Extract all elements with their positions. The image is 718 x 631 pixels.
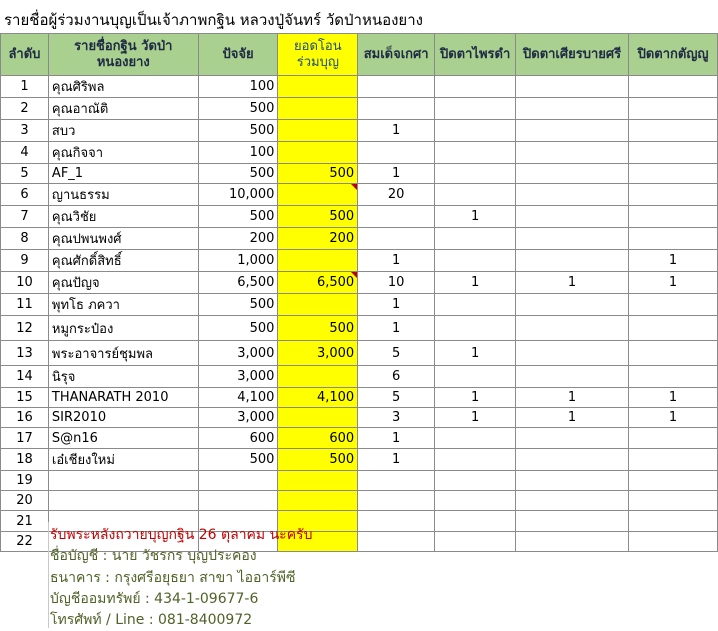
cell-name[interactable]: คุณปัญจ <box>48 272 198 294</box>
cell-pidta-katanyu[interactable]: 1 <box>629 272 718 294</box>
cell-amount[interactable]: 3,000 <box>198 366 278 388</box>
bank-info: ธนาคาร : กรุงศรีอยุธยา สาขา ไออาร์พีซี <box>50 570 296 586</box>
table-row <box>1 366 718 388</box>
cell-pidta-phraidam[interactable] <box>435 511 516 532</box>
table-row <box>1 316 718 341</box>
cell-pidta-phraidam[interactable] <box>435 250 516 272</box>
table-row <box>1 120 718 142</box>
cell-pidta-katanyu[interactable] <box>629 98 718 120</box>
cell-name[interactable]: คุณศิริพล <box>48 76 198 98</box>
cell-amount[interactable]: 3,000 <box>198 341 278 366</box>
cell-pidta-phraidam[interactable] <box>435 428 516 449</box>
cell-pidta-baisri[interactable] <box>516 491 629 511</box>
cell-amount[interactable]: 100 <box>198 142 278 164</box>
table-row <box>1 206 718 228</box>
table-row <box>1 184 718 206</box>
table-row <box>1 341 718 366</box>
cell-pidta-katanyu[interactable] <box>629 184 718 206</box>
cell-transfer[interactable] <box>278 491 358 511</box>
cell-pidta-phraidam[interactable] <box>435 366 516 388</box>
table-row <box>1 428 718 449</box>
cell-pidta-katanyu[interactable] <box>629 76 718 98</box>
cell-pidta-phraidam[interactable] <box>435 228 516 250</box>
cell-transfer[interactable] <box>278 120 358 142</box>
cell-somdej[interactable]: 10 <box>358 272 435 294</box>
cell-name[interactable] <box>48 471 198 491</box>
cell-transfer[interactable]: 500 <box>278 316 358 341</box>
cell-pidta-baisri[interactable] <box>516 228 629 250</box>
cell-pidta-baisri[interactable] <box>516 294 629 316</box>
cell-name[interactable]: หมูกระป๋อง <box>48 316 198 341</box>
cell-name[interactable]: ญานธรรม <box>48 184 198 206</box>
cell-transfer[interactable]: 500 <box>278 449 358 471</box>
header-num[interactable]: ลำดับ <box>1 34 49 76</box>
cell-num[interactable]: 13 <box>1 341 49 366</box>
table-row <box>1 228 718 250</box>
cell-name[interactable]: พุทโธ ภควา <box>48 294 198 316</box>
header-row <box>1 34 718 76</box>
cell-name[interactable]: คุณวิชัย <box>48 206 198 228</box>
cell-pidta-baisri[interactable] <box>516 98 629 120</box>
cell-pidta-baisri[interactable] <box>516 316 629 341</box>
table-row <box>1 272 718 294</box>
cell-name[interactable]: THANARATH 2010 <box>48 388 198 408</box>
cell-num[interactable]: 20 <box>1 491 49 511</box>
cell-somdej[interactable]: 5 <box>358 341 435 366</box>
table-row <box>1 491 718 511</box>
cell-pidta-baisri[interactable] <box>516 428 629 449</box>
cell-transfer[interactable]: 600 <box>278 428 358 449</box>
table-row <box>1 98 718 120</box>
cell-pidta-phraidam[interactable] <box>435 184 516 206</box>
cell-name[interactable] <box>48 491 198 511</box>
table-row <box>1 408 718 428</box>
donor-table <box>0 33 718 552</box>
header-pidta-baisri[interactable]: ปิดตาเศียรบายศรี <box>516 34 629 76</box>
cell-transfer[interactable]: 4,100 <box>278 388 358 408</box>
cell-pidta-katanyu[interactable] <box>629 511 718 532</box>
cell-somdej[interactable]: 1 <box>358 294 435 316</box>
cell-amount[interactable]: 3,000 <box>198 408 278 428</box>
cell-num[interactable]: 12 <box>1 316 49 341</box>
cell-name[interactable]: สบว <box>48 120 198 142</box>
cell-pidta-phraidam[interactable] <box>435 294 516 316</box>
cell-pidta-phraidam[interactable] <box>435 449 516 471</box>
cell-name[interactable]: เอ๋เชียงใหม่ <box>48 449 198 471</box>
table-row <box>1 294 718 316</box>
cell-amount[interactable]: 200 <box>198 228 278 250</box>
cell-amount[interactable]: 6,500 <box>198 272 278 294</box>
table-body <box>1 76 718 552</box>
cell-num[interactable]: 16 <box>1 408 49 428</box>
header-transfer-line2: ร่วมบุญ <box>296 54 339 70</box>
cell-num[interactable]: 14 <box>1 366 49 388</box>
cell-pidta-baisri[interactable] <box>516 142 629 164</box>
cell-pidta-baisri[interactable] <box>516 76 629 98</box>
cell-amount[interactable]: 500 <box>198 316 278 341</box>
cell-name[interactable]: คุณศักดิ์สิทธิ์ <box>48 250 198 272</box>
cell-amount[interactable]: 500 <box>198 120 278 142</box>
cell-somdej[interactable] <box>358 228 435 250</box>
cell-num[interactable]: 22 <box>1 532 49 552</box>
cell-pidta-phraidam[interactable]: 1 <box>435 341 516 366</box>
cell-pidta-phraidam[interactable] <box>435 532 516 552</box>
cell-pidta-phraidam[interactable] <box>435 76 516 98</box>
cell-amount[interactable]: 500 <box>198 449 278 471</box>
cell-pidta-baisri[interactable] <box>516 511 629 532</box>
thanks-note: รับพระหลังถวายบุญกฐิน 26 ตุลาคม นะครับ <box>50 527 313 543</box>
cell-somdej[interactable]: 1 <box>358 449 435 471</box>
table-row <box>1 76 718 98</box>
table-row <box>1 250 718 272</box>
cell-somdej[interactable]: 1 <box>358 120 435 142</box>
cell-somdej[interactable] <box>358 76 435 98</box>
header-name-line2: หนองยาง <box>96 54 150 70</box>
cell-pidta-baisri[interactable]: 1 <box>516 388 629 408</box>
cell-pidta-katanyu[interactable] <box>629 341 718 366</box>
cell-pidta-baisri[interactable]: 1 <box>516 272 629 294</box>
cell-somdej[interactable] <box>358 471 435 491</box>
cell-pidta-baisri[interactable]: 1 <box>516 408 629 428</box>
cell-num[interactable]: 8 <box>1 228 49 250</box>
cell-pidta-baisri[interactable] <box>516 184 629 206</box>
cell-name[interactable]: คุณอาณัติ <box>48 98 198 120</box>
cell-num[interactable]: 18 <box>1 449 49 471</box>
cell-name[interactable]: คุณปพนพงศ์ <box>48 228 198 250</box>
cell-name[interactable]: SIR2010 <box>48 408 198 428</box>
cell-amount[interactable] <box>198 471 278 491</box>
cell-somdej[interactable] <box>358 511 435 532</box>
cell-num[interactable]: 2 <box>1 98 49 120</box>
cell-pidta-phraidam[interactable] <box>435 471 516 491</box>
cell-amount[interactable]: 500 <box>198 294 278 316</box>
cell-pidta-katanyu[interactable] <box>629 228 718 250</box>
sheet-title: รายชื่อผู้ร่วมงานบุญเป็นเจ้าภาพกฐิน หลวงปู่จันทร์ วัดป่าหนองยาง <box>4 11 423 29</box>
cell-pidta-phraidam[interactable]: 1 <box>435 272 516 294</box>
cell-pidta-katanyu[interactable]: 1 <box>629 250 718 272</box>
table-row <box>1 449 718 471</box>
cell-somdej[interactable] <box>358 206 435 228</box>
cell-pidta-phraidam[interactable] <box>435 164 516 184</box>
header-pidta-katanyu[interactable]: ปิดตากตัญญู <box>629 34 718 76</box>
cell-pidta-phraidam[interactable]: 1 <box>435 408 516 428</box>
cell-num[interactable]: 11 <box>1 294 49 316</box>
cell-num[interactable]: 17 <box>1 428 49 449</box>
cell-pidta-katanyu[interactable] <box>629 366 718 388</box>
cell-name[interactable]: พระอาจารย์ชุมพล <box>48 341 198 366</box>
cell-num[interactable]: 6 <box>1 184 49 206</box>
cell-transfer[interactable]: 6,500 <box>278 272 358 294</box>
cell-somdej[interactable]: 1 <box>358 428 435 449</box>
cell-pidta-phraidam[interactable] <box>435 142 516 164</box>
cell-transfer[interactable]: 200 <box>278 228 358 250</box>
cell-somdej[interactable]: 6 <box>358 366 435 388</box>
cell-transfer[interactable] <box>278 408 358 428</box>
cell-pidta-baisri[interactable] <box>516 366 629 388</box>
cell-pidta-phraidam[interactable]: 1 <box>435 388 516 408</box>
header-transfer-line1: ยอดโอน <box>294 38 342 54</box>
cell-pidta-baisri[interactable] <box>516 341 629 366</box>
table-row <box>1 164 718 184</box>
cell-num[interactable]: 1 <box>1 76 49 98</box>
cell-amount[interactable] <box>198 491 278 511</box>
cell-transfer[interactable]: 500 <box>278 206 358 228</box>
cell-somdej[interactable]: 1 <box>358 164 435 184</box>
grid-divider <box>48 522 49 628</box>
table-row <box>1 142 718 164</box>
cell-transfer[interactable] <box>278 184 358 206</box>
cell-pidta-baisri[interactable] <box>516 532 629 552</box>
cell-pidta-katanyu[interactable] <box>629 428 718 449</box>
cell-somdej[interactable]: 1 <box>358 316 435 341</box>
cell-amount[interactable]: 500 <box>198 164 278 184</box>
phone-line: โทรศัพท์ / Line : 081-8400972 <box>50 612 253 628</box>
cell-transfer[interactable] <box>278 471 358 491</box>
cell-pidta-baisri[interactable] <box>516 449 629 471</box>
cell-pidta-phraidam[interactable] <box>435 120 516 142</box>
cell-name[interactable]: S@n16 <box>48 428 198 449</box>
cell-pidta-baisri[interactable] <box>516 250 629 272</box>
table-row <box>1 471 718 491</box>
cell-somdej[interactable]: 3 <box>358 408 435 428</box>
cell-amount[interactable]: 1,000 <box>198 250 278 272</box>
cell-pidta-katanyu[interactable] <box>629 142 718 164</box>
cell-num[interactable]: 4 <box>1 142 49 164</box>
cell-somdej[interactable]: 1 <box>358 250 435 272</box>
cell-amount[interactable]: 10,000 <box>198 184 278 206</box>
cell-pidta-katanyu[interactable] <box>629 206 718 228</box>
cell-transfer[interactable]: 3,000 <box>278 341 358 366</box>
cell-pidta-katanyu[interactable] <box>629 120 718 142</box>
cell-somdej[interactable] <box>358 491 435 511</box>
cell-transfer[interactable] <box>278 250 358 272</box>
cell-num[interactable]: 5 <box>1 164 49 184</box>
cell-amount[interactable]: 500 <box>198 206 278 228</box>
cell-pidta-phraidam[interactable] <box>435 316 516 341</box>
cell-num[interactable]: 7 <box>1 206 49 228</box>
cell-pidta-katanyu[interactable] <box>629 294 718 316</box>
cell-num[interactable]: 21 <box>1 511 49 532</box>
cell-pidta-baisri[interactable] <box>516 164 629 184</box>
header-amount[interactable]: ปัจจัย <box>198 34 278 76</box>
cell-amount[interactable]: 600 <box>198 428 278 449</box>
cell-pidta-katanyu[interactable]: 1 <box>629 388 718 408</box>
cell-pidta-baisri[interactable] <box>516 120 629 142</box>
cell-name[interactable]: คุณกิจจา <box>48 142 198 164</box>
cell-transfer[interactable] <box>278 142 358 164</box>
header-name[interactable] <box>48 34 198 76</box>
cell-pidta-phraidam[interactable] <box>435 98 516 120</box>
header-pidta-phraidam[interactable]: ปิดตาไพรดำ <box>435 34 516 76</box>
table-row <box>1 388 718 408</box>
cell-pidta-katanyu[interactable] <box>629 491 718 511</box>
header-name-line1: รายชื่อกฐิน วัดป่า <box>74 38 173 54</box>
header-somdej[interactable]: สมเด็จเกศา <box>358 34 435 76</box>
cell-transfer[interactable] <box>278 98 358 120</box>
account-name: ชื่อบัญชี : นาย วัชรกร บุญประคอง <box>50 548 257 564</box>
cell-transfer[interactable] <box>278 366 358 388</box>
cell-pidta-baisri[interactable] <box>516 471 629 491</box>
cell-pidta-katanyu[interactable] <box>629 471 718 491</box>
cell-amount[interactable]: 4,100 <box>198 388 278 408</box>
cell-pidta-phraidam[interactable] <box>435 491 516 511</box>
cell-somdej[interactable]: 20 <box>358 184 435 206</box>
cell-num[interactable]: 3 <box>1 120 49 142</box>
cell-somdej[interactable] <box>358 98 435 120</box>
cell-pidta-katanyu[interactable] <box>629 316 718 341</box>
cell-somdej[interactable] <box>358 532 435 552</box>
cell-pidta-phraidam[interactable]: 1 <box>435 206 516 228</box>
cell-name[interactable]: นิรุจ <box>48 366 198 388</box>
cell-num[interactable]: 9 <box>1 250 49 272</box>
cell-pidta-katanyu[interactable]: 1 <box>629 408 718 428</box>
cell-pidta-baisri[interactable] <box>516 206 629 228</box>
cell-pidta-katanyu[interactable] <box>629 164 718 184</box>
cell-name[interactable]: AF_1 <box>48 164 198 184</box>
cell-amount[interactable]: 100 <box>198 76 278 98</box>
cell-transfer[interactable] <box>278 76 358 98</box>
cell-pidta-katanyu[interactable] <box>629 532 718 552</box>
cell-somdej[interactable]: 5 <box>358 388 435 408</box>
header-transfer[interactable] <box>278 34 358 76</box>
cell-num[interactable]: 10 <box>1 272 49 294</box>
account-number: บัญชีออมทรัพย์ : 434-1-09677-6 <box>50 591 259 607</box>
cell-num[interactable]: 19 <box>1 471 49 491</box>
cell-num[interactable]: 15 <box>1 388 49 408</box>
cell-transfer[interactable] <box>278 294 358 316</box>
cell-somdej[interactable] <box>358 142 435 164</box>
cell-pidta-katanyu[interactable] <box>629 449 718 471</box>
cell-amount[interactable]: 500 <box>198 98 278 120</box>
cell-transfer[interactable]: 500 <box>278 164 358 184</box>
